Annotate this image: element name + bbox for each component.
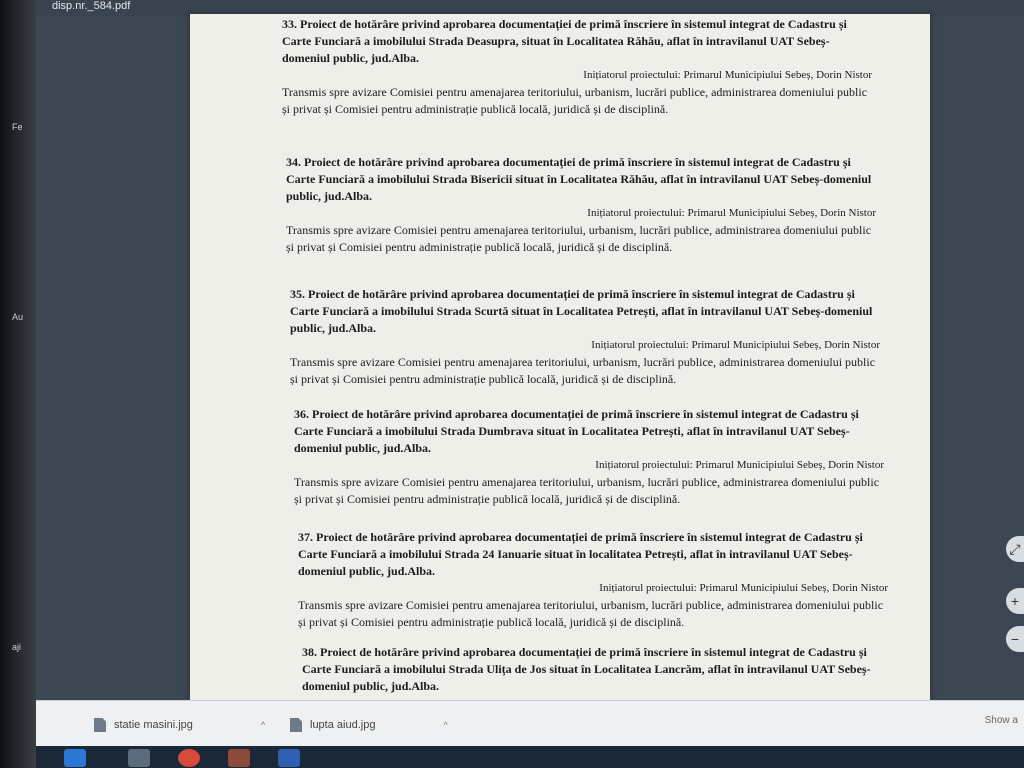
item-number: 33. (282, 17, 297, 31)
item-heading: Proiect de hotărâre privind aprobarea documentației de primă înscriere în sistemul integrat de Cadastru și Carte Funciară a imobilului Strada Bisericii situat în Localitatea Răhău, aflat în intravilanul UAT Sebeș-domeniul public, jud.Alba. (286, 155, 872, 203)
item-initiator: Inițiatorul proiectului: Primarul Municipiului Sebeș, Dorin Nistor (583, 69, 872, 81)
item-number: 38. (302, 645, 317, 659)
file-icon (94, 718, 106, 732)
word-icon[interactable] (278, 749, 300, 767)
chevron-up-icon[interactable]: ^ (443, 720, 448, 730)
item-transmission: Transmis spre avizare Comisiei pentru amenajarea teritoriului, urbanism, lucrări publice, administrarea domeniului public și privat și Comisiei pentru administrație publică locală, juridică și de disciplină. (294, 475, 880, 506)
list-item (302, 644, 892, 695)
list-item (286, 154, 876, 256)
item-number: 37. (298, 530, 313, 544)
side-label-2: Au (12, 312, 24, 322)
list-item (290, 286, 880, 388)
item-heading: Proiect de hotărâre privind aprobarea documentației de primă înscriere în sistemul integrat de Cadastru și Carte Funciară a imobilului Strada Ulița de Jos situat în Localitatea Lancrăm, aflat în intravilanul UAT Sebeș-domeniul public, jud.Alba. (302, 645, 871, 693)
download-bar (36, 700, 1024, 747)
item-heading: Proiect de hotărâre privind aprobarea documentației de primă înscriere în sistemul integrat de Cadastru și Carte Funciară a imobilului Strada Dumbrava situat în Localitatea Petrești, aflat în intravilanul UAT Sebeș-domeniul public, jud.Alba. (294, 407, 859, 455)
item-transmission: Transmis spre avizare Comisiei pentru amenajarea teritoriului, urbanism, lucrări publice, administrarea domeniului public și privat și Comisiei pentru administrație publică locală, juridică și de disciplină. (282, 85, 868, 116)
item-initiator: Inițiatorul proiectului: Primarul Municipiului Sebeș, Dorin Nistor (587, 207, 876, 219)
download-item-2[interactable] (290, 715, 448, 735)
start-icon[interactable] (64, 749, 86, 767)
side-label-1: Fe (12, 122, 23, 132)
side-label-3: aji (12, 642, 22, 652)
fit-page-button[interactable]: ⤢ (1006, 536, 1024, 562)
item-number: 36. (294, 407, 309, 421)
monitor-bezel (0, 0, 36, 768)
item-initiator: Inițiatorul proiectului: Primarul Municipiului Sebeș, Dorin Nistor (591, 339, 880, 351)
item-transmission: Transmis spre avizare Comisiei pentru amenajarea teritoriului, urbanism, lucrări publice, administrarea domeniului public și privat și Comisiei pentru administrație publică locală, juridică și de disciplină. (290, 355, 876, 386)
item-initiator: Inițiatorul proiectului: Primarul Municipiului Sebeș, Dorin Nistor (599, 582, 888, 594)
list-item (298, 529, 888, 631)
zoom-in-button[interactable]: + (1006, 588, 1024, 614)
item-number: 34. (286, 155, 301, 169)
item-heading: Proiect de hotărâre privind aprobarea documentației de primă înscriere în sistemul integrat de Cadastru și Carte Funciară a imobilului Strada Scurtă situat în Localitatea Petrești, aflat în intravilanul UAT Sebeș-domeniul public, jud.Alba. (290, 287, 873, 335)
download-item-1[interactable] (94, 715, 265, 735)
item-heading: Proiect de hotărâre privind aprobarea documentației de primă înscriere în sistemul integrat de Cadastru și Carte Funciară a imobilului Strada 24 Ianuarie situat în localitatea Petrești, aflat în intravilanul UAT Sebeș-domeniul public, jud.Alba. (298, 530, 863, 578)
show-all-link[interactable]: Show a (984, 715, 1018, 726)
download-file-name: statie masini.jpg (114, 719, 193, 731)
list-item (282, 16, 872, 118)
zoom-out-button[interactable]: − (1006, 626, 1024, 652)
item-number: 35. (290, 287, 305, 301)
item-heading: Proiect de hotărâre privind aprobarea documentației de primă înscriere în sistemul integrat de Cadastru și Carte Funciară a imobilului Strada Deasupra, situat în Localitatea Răhău, aflat în intravilanul UAT Sebeș-domeniul public, jud.Alba. (282, 17, 847, 65)
pdf-page (190, 14, 930, 700)
item-initiator: Inițiatorul proiectului: Primarul Municipiului Sebeș, Dorin Nistor (595, 459, 884, 471)
file-icon (290, 718, 302, 732)
item-transmission: Transmis spre avizare Comisiei pentru amenajarea teritoriului, urbanism, lucrări publice, administrarea domeniului public și privat și Comisiei pentru administrație publică locală, juridică și de disciplină. (286, 223, 872, 254)
app-icon[interactable] (228, 749, 250, 767)
list-item (294, 406, 884, 508)
app-icon[interactable] (128, 749, 150, 767)
taskbar (36, 746, 1024, 768)
window-title: disp.nr._584.pdf (52, 0, 131, 12)
chrome-icon[interactable] (178, 749, 200, 767)
chevron-up-icon[interactable]: ^ (260, 720, 266, 730)
download-file-name: lupta aiud.jpg (310, 719, 376, 731)
item-transmission: Transmis spre avizare Comisiei pentru amenajarea teritoriului, urbanism, lucrări publice, administrarea domeniului public și privat și Comisiei pentru administrație publică locală, juridică și de disciplină. (298, 598, 884, 629)
